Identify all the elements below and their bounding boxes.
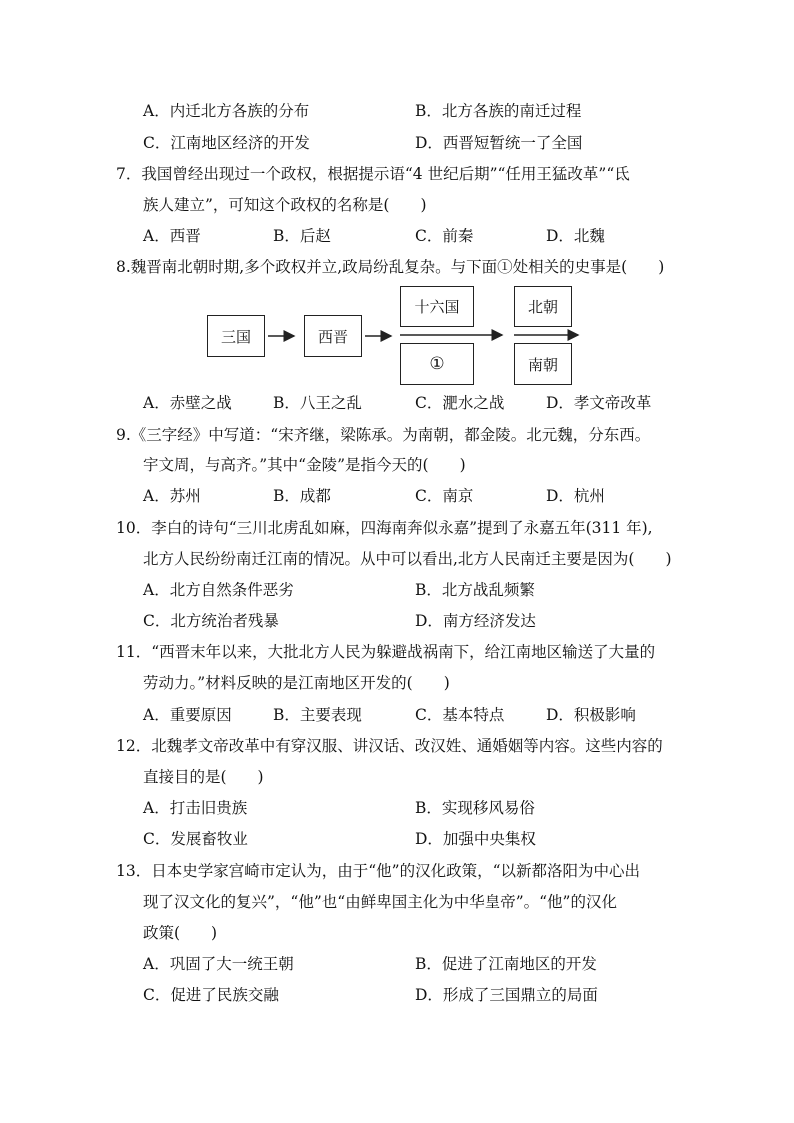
q11-option-b[interactable]: B．主要表现 — [273, 706, 362, 724]
q8-stem-line-1: 8.魏晋南北朝时期,多个政权并立,政局纷乱复杂。与下面①处相关的史事是( ) — [116, 258, 665, 276]
diagram-box-blank: ① — [400, 343, 474, 385]
q8-option-c[interactable]: C．淝水之战 — [415, 394, 505, 412]
q7-option-b[interactable]: B．后赵 — [273, 227, 331, 245]
q10-stem-line-1: 10．李白的诗句“三川北虏乱如麻，四海南奔似永嘉”提到了永嘉五年(311 年), — [116, 519, 653, 537]
q10-option-a[interactable]: A．北方自然条件恶劣 — [143, 581, 294, 599]
q10-stem-line-2: 北方人民纷纷南迁江南的情况。从中可以看出,北方人民南迁主要是因为( ) — [143, 550, 672, 568]
diagram-box-nanchao: 南朝 — [514, 343, 572, 385]
q7-option-d[interactable]: D．北魏 — [546, 227, 605, 245]
q7-option-a[interactable]: A．西晋 — [143, 227, 201, 245]
diagram-box-sanguo: 三国 — [207, 315, 265, 357]
q12-option-c[interactable]: C．发展畜牧业 — [143, 830, 248, 848]
q11-option-c[interactable]: C．基本特点 — [415, 706, 505, 724]
q10-option-c[interactable]: C．北方统治者残暴 — [143, 612, 279, 630]
q13-option-c[interactable]: C．促进了民族交融 — [143, 986, 279, 1004]
q7-stem-line-2: 族人建立”，可知这个政权的名称是( ) — [143, 196, 427, 214]
q13-option-b[interactable]: B．促进了江南地区的开发 — [415, 955, 597, 973]
q12-option-d[interactable]: D．加强中央集权 — [415, 830, 536, 848]
q6-option-d[interactable]: D．西晋短暂统一了全国 — [415, 134, 583, 152]
q7-option-c[interactable]: C．前秦 — [415, 227, 474, 245]
diagram-arrows — [0, 0, 794, 420]
q13-option-d[interactable]: D．形成了三国鼎立的局面 — [415, 986, 598, 1004]
q12-stem-line-2: 直接目的是( ) — [143, 768, 264, 786]
q8-option-a[interactable]: A．赤壁之战 — [143, 394, 232, 412]
q8-option-b[interactable]: B．八王之乱 — [273, 394, 362, 412]
q13-option-a[interactable]: A．巩固了大一统王朝 — [143, 955, 294, 973]
q9-option-c[interactable]: C．南京 — [415, 487, 474, 505]
q6-option-b[interactable]: B．北方各族的南迁过程 — [415, 102, 582, 120]
q6-option-c[interactable]: C．江南地区经济的开发 — [143, 134, 310, 152]
q9-option-b[interactable]: B．成都 — [273, 487, 331, 505]
q9-stem-line-2: 宇文周，与高齐。”其中“金陵”是指今天的( ) — [143, 456, 466, 474]
q9-option-d[interactable]: D．杭州 — [546, 487, 605, 505]
q11-stem-line-2: 劳动力。”材料反映的是江南地区开发的( ) — [143, 674, 450, 692]
q13-stem-line-1: 13．日本史学家宫崎市定认为，由于“他”的汉化政策，“以新都洛阳为中心出 — [116, 862, 640, 880]
q12-stem-line-1: 12．北魏孝文帝改革中有穿汉服、讲汉话、改汉姓、通婚姻等内容。这些内容的 — [116, 737, 663, 755]
q13-stem-line-2: 现了汉文化的复兴”，“他”也“由鲜卑国主化为中华皇帝”。“他”的汉化 — [143, 893, 617, 911]
q8-option-d[interactable]: D．孝文帝改革 — [546, 394, 652, 412]
q13-stem-line-3: 政策( ) — [143, 924, 218, 942]
diagram-box-beichao: 北朝 — [514, 286, 572, 327]
q12-option-a[interactable]: A．打击旧贵族 — [143, 799, 248, 817]
q9-stem-line-1: 9.《三字经》中写道：“宋齐继，梁陈承。为南朝，都金陵。北元魏，分东西。 — [116, 426, 651, 444]
diagram-box-xijin: 西晋 — [304, 315, 362, 357]
q9-option-a[interactable]: A．苏州 — [143, 487, 201, 505]
diagram-box-shiliuguo: 十六国 — [400, 286, 474, 327]
q11-option-d[interactable]: D．积极影响 — [546, 706, 636, 724]
q10-option-b[interactable]: B．北方战乱频繁 — [415, 581, 535, 599]
q11-stem-line-1: 11．“西晋末年以来，大批北方人民为躲避战祸南下，给江南地区输送了大量的 — [116, 643, 656, 661]
q6-option-a[interactable]: A．内迁北方各族的分布 — [143, 102, 310, 120]
q7-stem-line-1: 7．我国曾经出现过一个政权，根据提示语“4 世纪后期”“任用王猛改革”“氐 — [116, 165, 630, 183]
q11-option-a[interactable]: A．重要原因 — [143, 706, 232, 724]
q10-option-d[interactable]: D．南方经济发达 — [415, 612, 536, 630]
q12-option-b[interactable]: B．实现移风易俗 — [415, 799, 535, 817]
